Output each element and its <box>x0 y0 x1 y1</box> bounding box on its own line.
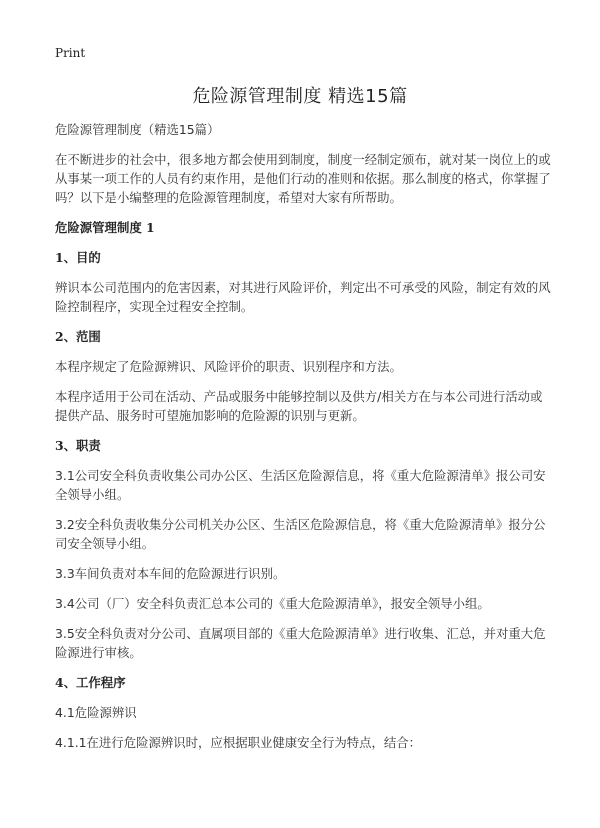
heading-scope: 2、范围 <box>55 329 101 344</box>
print-link[interactable]: Print <box>55 46 86 60</box>
paragraph-resp-3-5: 3.5安全科负责对分公司、直属项目部的《重大危险源清单》进行收集、汇总，并对重大危险源进行审核。 <box>55 626 546 660</box>
paragraph-scope-1: 本程序规定了危险源辨识、风险评价的职责、识别程序和方法。 <box>55 359 402 374</box>
paragraph-4-1: 4.1危险源辨识 <box>55 705 137 720</box>
heading-purpose: 1、目的 <box>55 250 101 265</box>
paragraph-resp-3-3: 3.3车间负责对本车间的危险源进行识别。 <box>55 566 286 581</box>
document-title: 危险源管理制度 精选15篇 <box>192 86 408 107</box>
heading-responsibilities: 3、职责 <box>55 438 101 453</box>
paragraph-scope-2: 本程序适用于公司在活动、产品或服务中能够控制以及供方/相关方在与本公司进行活动或提供产品、服务时可望施加影响的危险源的识别与更新。 <box>55 389 543 423</box>
paragraph-resp-3-1: 3.1公司安全科负责收集公司办公区、生活区危险源信息，将《重大危险源清单》报公司安全领导小组。 <box>55 468 546 502</box>
paragraph-purpose: 辨识本公司范围内的危害因素，对其进行风险评价，判定出不可承受的风险，制定有效的风险控制程序，实现全过程安全控制。 <box>55 280 551 314</box>
document-subtitle: 危险源管理制度（精选15篇） <box>55 122 220 137</box>
paragraph-resp-3-2: 3.2安全科负责收集分公司机关办公区、生活区危险源信息，将《重大危险源清单》报分公司安全领导小组。 <box>55 517 546 551</box>
section-title: 危险源管理制度 1 <box>55 220 155 235</box>
intro-paragraph: 在不断进步的社会中，很多地方都会使用到制度，制度一经制定颁布，就对某一岗位上的或从事某一项工作的人员有约束作用，是他们行动的准则和依据。那么制度的格式，你掌握了吗？以下是小编整理的危险源管理制度，希望对大家有所帮助。 <box>55 152 551 205</box>
document-body <box>55 120 554 763</box>
heading-procedure: 4、工作程序 <box>55 675 126 690</box>
paragraph-resp-3-4: 3.4公司（厂）安全科负责汇总本公司的《重大危险源清单》，报安全领导小组。 <box>55 596 490 611</box>
paragraph-4-1-1: 4.1.1在进行危险源辨识时，应根据职业健康安全行为特点，结合： <box>55 735 422 750</box>
